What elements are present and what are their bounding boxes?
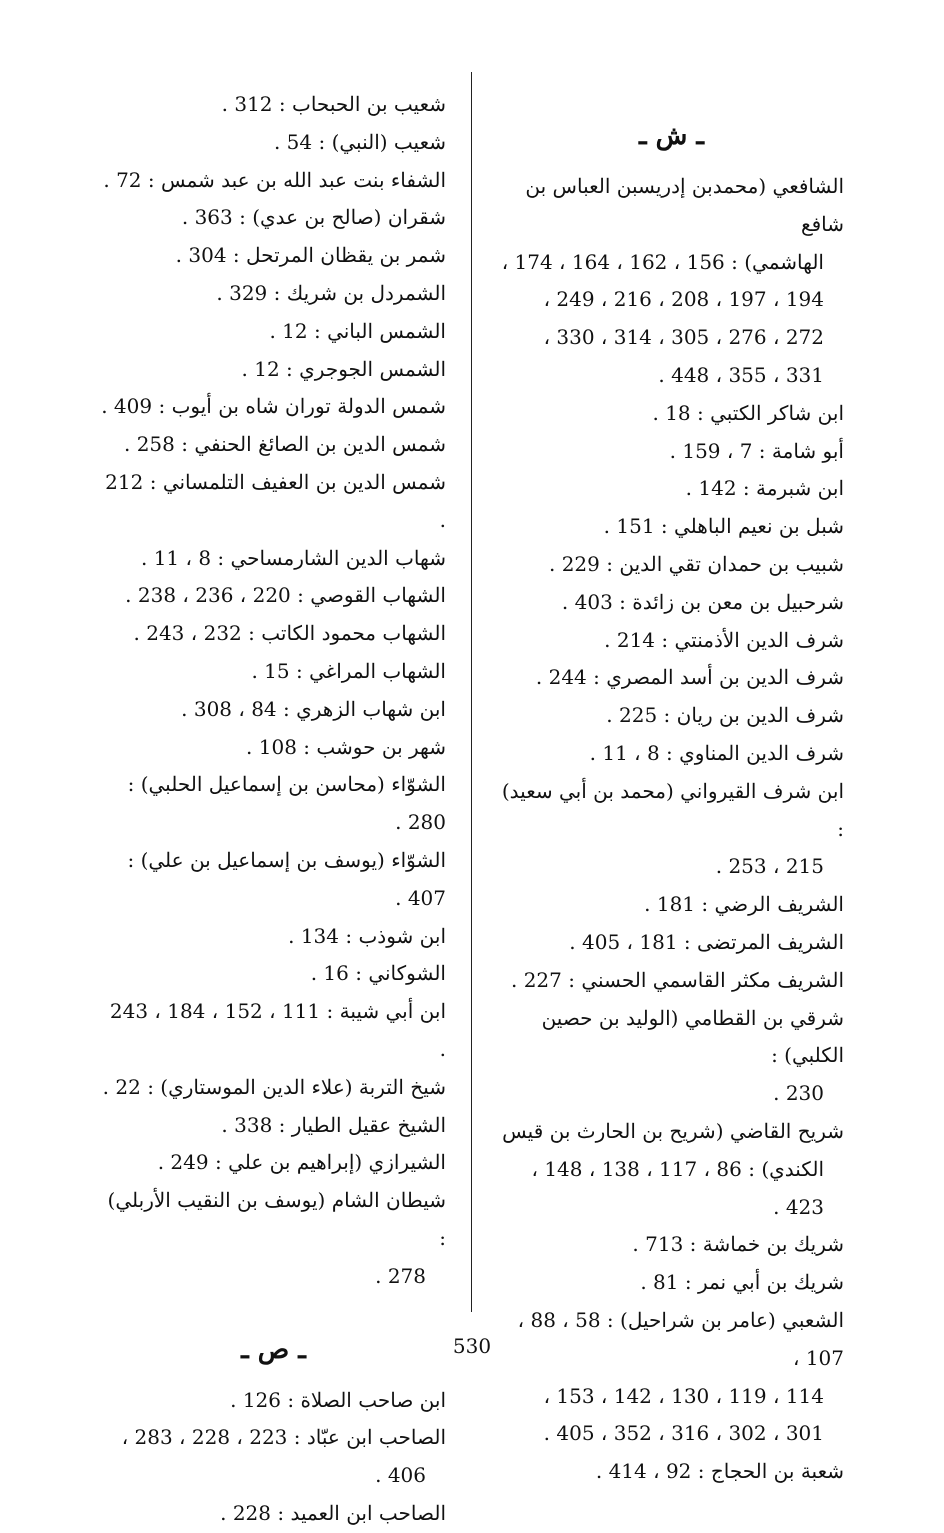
index-line: 230 . xyxy=(773,1081,824,1106)
index-line: الشافعي (محمدبن إدريسبن العباس بن شافع xyxy=(525,174,844,236)
index-line: شرف الدين بن أسد المصري : 244 . xyxy=(535,665,844,690)
index-line: شعيب (النبي) : 54 . xyxy=(273,129,446,154)
index-line: شريح القاضي (شريح بن الحارث بن قيس xyxy=(502,1118,844,1143)
index-line: 331 ، 355 ، 448 . xyxy=(658,362,824,387)
index-line: 272 ، 276 ، 305 ، 314 ، 330 ، xyxy=(543,325,824,350)
index-line: الشيرازي (إبراهيم بن علي : 249 . xyxy=(157,1150,446,1175)
index-line: شرف الدين الأذمنتي : 214 . xyxy=(604,627,844,652)
index-line: ابن شبرمة : 142 . xyxy=(685,476,844,501)
index-line: ابن شرف القيرواني (محمد بن أبي سعيد) : xyxy=(501,778,844,841)
index-line: شرف الدين بن ريان : 225 . xyxy=(606,703,844,728)
index-line: الكندي) : 86 ، 117 ، 138 ، 148 ، xyxy=(531,1156,824,1181)
left-column xyxy=(101,86,446,1533)
index-line: الشوكاني : 16 . xyxy=(310,961,446,986)
section-gap xyxy=(101,1296,446,1324)
index-line: الشفاء بنت عبد الله بن عبد شمس : 72 . xyxy=(103,167,446,192)
index-line: 423 . xyxy=(773,1194,824,1219)
index-line: أبو شامة : 7 ، 159 . xyxy=(669,438,844,463)
column-divider xyxy=(471,72,472,1312)
index-line: 215 ، 253 . xyxy=(715,854,824,879)
index-line: شبيب بن حمدان تقي الدين : 229 . xyxy=(548,551,844,576)
index-line: شيخ التربة (علاء الدين الموستاري) : 22 . xyxy=(102,1074,446,1099)
index-line: شرحبيل بن معن بن زائدة : 403 . xyxy=(561,589,844,614)
index-line: ابن شوذب : 134 . xyxy=(288,923,446,948)
index-line: شمس الدين بن الصائغ الحنفي : 258 . xyxy=(123,432,446,457)
index-line: الشوّاء (يوسف بن إسماعيل بن علي) : 407 . xyxy=(127,847,446,910)
index-line: شقران (صالح بن عدي) : 363 . xyxy=(181,205,446,230)
index-line: شرقي بن القطامي (الوليد بن حصين الكلبي) : xyxy=(541,1005,844,1068)
index-line: الشهاب القوصي : 220 ، 236 ، 238 . xyxy=(125,583,446,608)
index-line: شعيب بن الحبحاب : 312 . xyxy=(221,92,446,116)
section-heading-sad: ـ ص ـ xyxy=(241,1334,306,1365)
index-line: 301 ، 302 ، 316 ، 352 ، 405 . xyxy=(543,1421,824,1446)
index-line: الشريف مكثر القاسمي الحسني : 227 . xyxy=(510,967,844,992)
index-line: شرف الدين المناوي : 8 ، 11 . xyxy=(589,740,844,765)
index-line: 114 ، 119 ، 130 ، 142 ، 153 ، xyxy=(543,1383,824,1408)
index-line: الشريف المرتضى : 181 ، 405 . xyxy=(569,929,844,954)
index-line: 406 . xyxy=(375,1463,426,1488)
right-column xyxy=(499,110,844,1491)
index-line: الشمس الجوجري : 12 . xyxy=(241,356,446,381)
index-line: الشريف الرضي : 181 . xyxy=(644,892,844,917)
index-line: الصاحب ابن عبّاد : 223 ، 228 ، 283 ، xyxy=(121,1425,446,1450)
section-heading-shin: ـ ش ـ xyxy=(638,121,705,151)
page-number: 530 xyxy=(452,1334,492,1358)
index-line: الشمردل بن شريك : 329 . xyxy=(216,280,446,305)
index-line: ابن أبي شيبة : 111 ، 152 ، 184 ، 243 . xyxy=(109,999,446,1061)
index-line: شعبة بن الحجاج : 92 ، 414 . xyxy=(595,1459,844,1484)
index-line: شهر بن حوشب : 108 . xyxy=(246,734,446,759)
index-line: شريك بن خماشة : 713 . xyxy=(632,1232,844,1257)
index-line: الشوّاء (محاسن بن إسماعيل الحلبي) : 280 . xyxy=(127,772,446,835)
index-line: 278 . xyxy=(375,1263,426,1288)
index-line: ابن صاحب الصلاة : 126 . xyxy=(230,1387,446,1412)
index-line: الشهاب محمود الكاتب : 232 ، 243 . xyxy=(133,621,446,646)
index-line: الشعبي (عامر بن شراحيل) : 58 ، 88 ، 107 ، xyxy=(517,1307,844,1370)
index-line: الشهاب المراغي : 15 . xyxy=(251,658,446,683)
index-line: شهاب الدين الشارمساحي : 8 ، 11 . xyxy=(140,545,446,570)
index-line: ابن شاكر الكتبي : 18 . xyxy=(652,400,844,425)
index-line: الشمس الباني : 12 . xyxy=(269,318,446,343)
index-line: شمس الدين بن العفيف التلمساني : 212 . xyxy=(105,469,446,532)
index-line: شمس الدولة توران شاه بن أيوب : 409 . xyxy=(101,394,446,419)
index-line: شبل بن نعيم الباهلي : 151 . xyxy=(603,514,844,539)
index-line: الهاشمي) : 156 ، 162 ، 164 ، 174 ، xyxy=(501,249,824,274)
index-line: شمر بن يقظان المرتحل : 304 . xyxy=(175,243,446,268)
index-line: الصاحب ابن العميد : 228 . xyxy=(220,1500,446,1525)
index-line: الشيخ عقيل الطيار : 338 . xyxy=(221,1112,446,1137)
index-line: ابن شهاب الزهري : 84 ، 308 . xyxy=(181,696,446,721)
index-line: شيطان الشام (يوسف بن النقيب الأربلي) : xyxy=(107,1188,446,1250)
index-line: 194 ، 197 ، 208 ، 216 ، 249 ، xyxy=(543,287,824,312)
index-line: شريك بن أبي نمر : 81 . xyxy=(640,1270,844,1295)
